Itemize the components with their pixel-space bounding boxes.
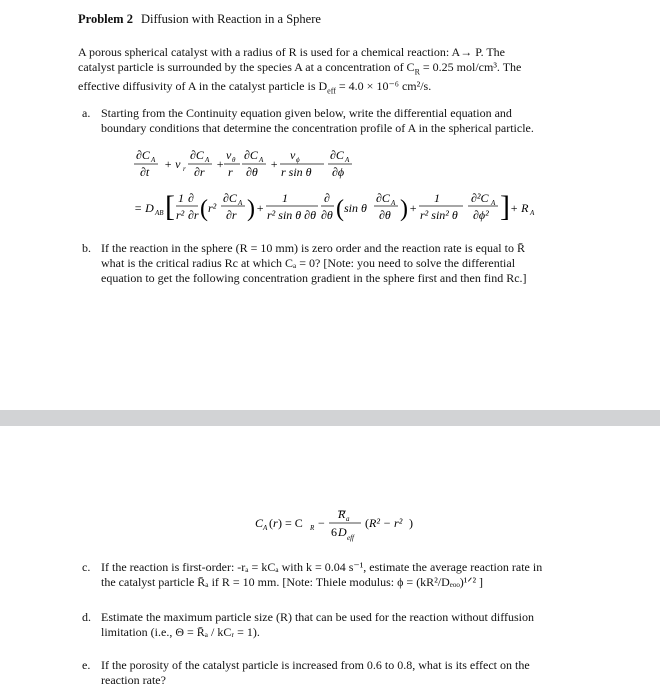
svg-text:) = C: ) = C <box>278 516 303 530</box>
svg-text:A: A <box>345 156 350 164</box>
part-d-line-1: Estimate the maximum particle size (R) that can be used for the reaction without diffusion <box>101 610 534 624</box>
svg-text:+: + <box>409 201 418 215</box>
svg-text:R² − r²: R² − r² <box>369 516 403 530</box>
svg-text:A: A <box>238 199 243 207</box>
intro-line-1: A porous spherical catalyst with a radius of R is used for a chemical reaction: A→ P. The <box>78 45 506 59</box>
svg-text:−: − <box>318 516 325 530</box>
svg-text:(: ( <box>200 196 208 222</box>
svg-text:r: r <box>273 516 278 530</box>
svg-text:(: ( <box>365 516 369 530</box>
part-b-label: b. <box>82 241 91 255</box>
svg-text:θ: θ <box>232 156 236 164</box>
svg-text:r² sin² θ: r² sin² θ <box>420 208 458 222</box>
profile-equation <box>255 505 425 550</box>
svg-text:R: R <box>338 507 346 521</box>
part-d-line-2: limitation (i.e., Θ = R̄ₐ / kCᵣ = 1). <box>101 625 260 639</box>
svg-text:1: 1 <box>282 191 288 205</box>
problem-number: Problem 2 <box>78 12 133 26</box>
svg-text:ϕ: ϕ <box>296 156 300 164</box>
svg-text:r² sin θ ∂θ: r² sin θ ∂θ <box>267 208 316 222</box>
svg-text:6: 6 <box>331 525 337 539</box>
part-c-label: c. <box>82 560 91 574</box>
svg-text:a: a <box>346 515 350 523</box>
part-d-label: d. <box>82 610 91 624</box>
svg-text:+: + <box>270 157 279 171</box>
svg-text:∂C: ∂C <box>376 191 390 205</box>
svg-text:+ v: + v <box>164 157 181 171</box>
svg-text:∂r: ∂r <box>188 208 199 222</box>
svg-text:A: A <box>259 156 264 164</box>
svg-text:r: r <box>183 165 186 173</box>
svg-text:= D: = D <box>134 201 154 215</box>
svg-text:D: D <box>338 525 347 539</box>
svg-text:1: 1 <box>178 191 184 205</box>
svg-text:∂²C: ∂²C <box>471 191 489 205</box>
svg-text:AB: AB <box>155 209 164 217</box>
svg-text:(: ( <box>336 196 344 222</box>
svg-text:∂C: ∂C <box>136 148 150 162</box>
svg-text:A: A <box>391 199 396 207</box>
svg-text:(: ( <box>269 516 273 530</box>
svg-text:r²: r² <box>208 201 217 215</box>
intro-line-2: catalyst particle is surrounded by the species A at a concentration of $C_R = 0.25$ mol/cm³. The <box>78 60 522 77</box>
svg-text:): ) <box>409 516 413 530</box>
svg-text:A: A <box>205 156 210 164</box>
continuity-equation <box>128 146 548 231</box>
part-a-line-1: Starting from the Continuity equation given below, write the differential equation and <box>101 106 512 120</box>
part-e-line-1: If the porosity of the catalyst particle is increased from 0.6 to 0.8, what is its effect on the <box>101 658 530 672</box>
svg-text:∂C: ∂C <box>244 148 258 162</box>
svg-text:+: + <box>256 201 265 215</box>
problem-heading: Diffusion with Reaction in a Sphere <box>140 12 321 26</box>
part-e-label: e. <box>82 658 91 672</box>
svg-text:∂r: ∂r <box>226 208 237 222</box>
part-c-line-1: If the reaction is first-order: -rₐ = kCₐ with k = 0.04 s⁻¹, estimate the average reaction rate in <box>101 560 543 574</box>
svg-text:eff: eff <box>347 534 354 542</box>
svg-text:A: A <box>151 156 156 164</box>
part-a-line-2: boundary conditions that determine the concentration profile of A in the spherical particle. <box>101 121 534 135</box>
svg-text:∂θ: ∂θ <box>321 208 333 222</box>
part-b-line-1: If the reaction in the sphere (R = 10 mm) is zero order and the reaction rate is equal to R̄ <box>101 241 525 255</box>
svg-text:r sin θ: r sin θ <box>281 165 312 179</box>
intro-paragraph <box>78 45 584 99</box>
svg-text:[: [ <box>165 190 175 223</box>
continuity-rhs <box>134 190 535 223</box>
svg-text:+: + <box>216 157 225 171</box>
continuity-lhs <box>134 148 352 179</box>
svg-text:sin θ: sin θ <box>344 201 367 215</box>
svg-text:∂r: ∂r <box>194 165 205 179</box>
intro-line-3: effective diffusivity of A in the catalyst particle is $D_{eff} = 4.0 \times 10^{-6}$ cm²/s. <box>78 79 432 96</box>
svg-text:∂: ∂ <box>188 191 194 205</box>
svg-text:∂ϕ: ∂ϕ <box>332 165 345 179</box>
svg-text:∂C: ∂C <box>223 191 237 205</box>
svg-text:C: C <box>255 516 264 530</box>
problem-title <box>78 12 321 27</box>
svg-text:∂t: ∂t <box>140 165 150 179</box>
svg-text:∂C: ∂C <box>330 148 344 162</box>
svg-text:∂ϕ²: ∂ϕ² <box>473 208 489 222</box>
svg-text:A: A <box>491 199 496 207</box>
svg-text:]: ] <box>500 190 510 223</box>
svg-text:r²: r² <box>176 208 185 222</box>
part-b-line-2: what is the critical radius Rc at which Cₐ = 0? [Note: you need to solve the differential <box>101 256 516 270</box>
svg-text:): ) <box>247 196 255 222</box>
svg-text:): ) <box>400 196 408 222</box>
part-a-label: a. <box>82 106 91 120</box>
svg-text:1: 1 <box>434 191 440 205</box>
svg-text:v: v <box>290 148 296 162</box>
svg-text:+ R: + R <box>510 201 529 215</box>
part-b-line-3: equation to get the following concentration gradient in the sphere first and then find Rc.] <box>101 271 527 285</box>
svg-text:r: r <box>228 165 233 179</box>
part-c-line-2: the catalyst particle R̄ₐ if R = 10 mm. [Note: Thiele modulus: ϕ = (kR²/Dₑₒₒ)¹ᐟ² ] <box>101 575 484 589</box>
svg-text:R: R <box>310 524 315 532</box>
svg-text:A: A <box>263 524 268 532</box>
svg-text:A: A <box>530 209 535 217</box>
page-separator-band <box>0 410 660 426</box>
svg-text:∂: ∂ <box>324 191 330 205</box>
part-e-line-2: reaction rate? <box>101 673 166 687</box>
svg-text:∂C: ∂C <box>190 148 204 162</box>
svg-text:∂θ: ∂θ <box>379 208 391 222</box>
svg-text:v: v <box>226 148 232 162</box>
svg-text:∂θ: ∂θ <box>246 165 258 179</box>
